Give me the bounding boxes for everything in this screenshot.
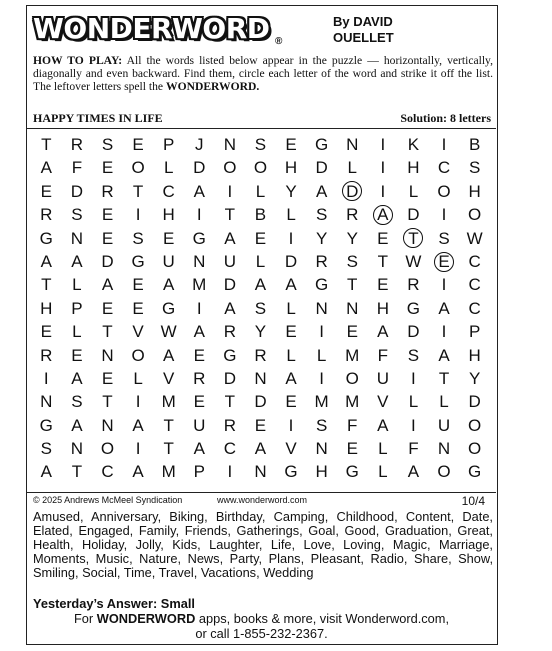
grid-letter[interactable]: L [408, 392, 419, 412]
grid-letter[interactable]: N [101, 345, 114, 365]
grid-letter[interactable]: T [41, 135, 52, 154]
grid-letter[interactable]: O [131, 345, 145, 365]
grid-letter[interactable]: V [163, 368, 175, 388]
grid-letter[interactable]: M [345, 392, 360, 412]
grid-letter[interactable]: A [224, 298, 236, 318]
grid-letter[interactable]: R [315, 251, 328, 271]
grid-letter[interactable]: M [161, 392, 176, 412]
theme-bar [33, 111, 493, 127]
grid-letter[interactable]: E [101, 158, 114, 178]
grid-letter[interactable]: I [288, 228, 294, 248]
grid-letter[interactable]: O [345, 368, 359, 388]
puzzle-header [27, 6, 497, 54]
grid-letter[interactable]: N [437, 439, 451, 459]
grid-letter[interactable]: L [286, 205, 296, 225]
grid-letter[interactable]: G [162, 298, 176, 318]
grid-letter[interactable]: T [41, 275, 52, 295]
grid-letter[interactable]: D [407, 322, 420, 342]
grid-letter[interactable]: T [163, 415, 174, 435]
grid-letter[interactable]: N [346, 135, 359, 154]
grid-letter[interactable]: E [193, 392, 205, 412]
puzzle-frame [26, 5, 498, 645]
grid-letter[interactable]: I [227, 181, 233, 201]
grid-letter[interactable]: E [101, 368, 114, 388]
grid-letter[interactable]: R [70, 135, 84, 154]
grid-letter[interactable]: E [40, 181, 52, 201]
grid-letter[interactable]: F [408, 439, 419, 459]
grid-letter[interactable]: O [437, 181, 451, 201]
grid-letter[interactable]: U [437, 415, 451, 435]
grid-letter[interactable]: G [467, 462, 482, 482]
grid-letter[interactable]: G [345, 462, 359, 482]
grid-letter[interactable]: S [315, 205, 328, 225]
grid-letter[interactable]: S [315, 415, 328, 435]
grid-letter[interactable]: L [378, 439, 388, 459]
grid-letter[interactable]: H [284, 158, 298, 178]
grid-letter[interactable]: B [254, 205, 267, 225]
grid-letter[interactable]: D [101, 251, 114, 271]
grid-letter[interactable]: E [285, 392, 297, 412]
grid-letter[interactable]: P [71, 298, 83, 318]
promo-line-1 [27, 611, 496, 626]
grid-letter[interactable]: F [71, 158, 83, 178]
grid-letter[interactable]: I [441, 322, 447, 342]
copyright-line [33, 495, 493, 509]
grid-letter[interactable]: E [132, 275, 144, 295]
how-to-play [33, 54, 493, 93]
grid-letter[interactable]: A [132, 415, 144, 435]
byline-line-1: By DAVID [333, 14, 393, 29]
grid-letter[interactable]: K [407, 135, 420, 154]
grid-letter[interactable]: G [315, 275, 329, 295]
grid-letter[interactable]: V [285, 439, 297, 459]
grid-letter[interactable]: S [468, 158, 481, 178]
grid-letter[interactable]: H [315, 462, 328, 482]
grid-letter[interactable]: E [346, 322, 358, 342]
grid-letter[interactable]: T [163, 439, 174, 459]
grid-letter[interactable]: T [377, 251, 389, 271]
grid-letter[interactable]: I [227, 462, 233, 482]
grid-letter[interactable]: G [192, 228, 206, 248]
grid-letter[interactable]: A [285, 275, 297, 295]
grid-letter[interactable]: S [71, 392, 83, 412]
how-to-play-emph: WONDERWORD. [165, 80, 260, 93]
grid-letter[interactable]: T [438, 368, 450, 388]
grid-letter[interactable]: M [192, 275, 207, 295]
grid-letter[interactable]: N [193, 251, 206, 271]
grid-letter[interactable]: L [316, 345, 327, 365]
grid-letter[interactable]: I [380, 135, 386, 154]
grid-letter[interactable]: J [195, 135, 204, 154]
grid-letter[interactable]: R [223, 322, 236, 342]
grid-letter[interactable]: W [405, 251, 422, 271]
grid-letter[interactable]: L [255, 181, 266, 201]
grid-letter[interactable]: I [319, 368, 324, 388]
grid-letter[interactable]: Y [285, 181, 297, 201]
byline-line-2: OUELLET [333, 30, 394, 45]
grid-letter[interactable]: D [407, 205, 420, 225]
grid-letter[interactable]: G [223, 345, 237, 365]
grid-letter[interactable]: U [162, 251, 175, 271]
grid-letter[interactable]: A [71, 251, 83, 271]
grid-letter[interactable]: F [347, 415, 358, 435]
grid-letter[interactable]: I [441, 205, 447, 225]
grid-letter[interactable]: Y [315, 228, 328, 248]
grid-letter[interactable]: L [133, 368, 143, 388]
grid-letter[interactable]: I [319, 322, 324, 342]
grid-letter[interactable]: E [377, 275, 389, 295]
grid-letter[interactable]: E [377, 228, 389, 248]
grid-letter[interactable]: A [40, 158, 52, 178]
grid-letter[interactable]: I [411, 415, 416, 435]
grid-letter[interactable]: D [284, 251, 298, 271]
grid-letter[interactable]: E [101, 298, 114, 318]
grid-letter[interactable]: W [466, 228, 483, 248]
grid-letter[interactable]: S [254, 298, 267, 318]
grid-letter-circled[interactable]: D [337, 180, 368, 203]
grid-letter[interactable]: N [346, 298, 359, 318]
grid-letter[interactable]: R [407, 275, 420, 295]
grid-letter[interactable]: C [101, 462, 114, 482]
grid-letter[interactable]: T [224, 205, 236, 225]
grid-letter[interactable]: O [467, 415, 482, 435]
grid-letter[interactable]: A [254, 275, 267, 295]
grid-letter[interactable]: H [468, 345, 481, 365]
grid-letter-circled[interactable]: A [368, 203, 399, 226]
grid-letter[interactable]: R [223, 415, 236, 435]
grid-letter[interactable]: A [71, 368, 83, 388]
grid-letter[interactable]: S [101, 135, 114, 154]
grid-letter[interactable]: E [101, 228, 114, 248]
grid-letter[interactable]: C [162, 181, 175, 201]
grid-letter[interactable]: V [132, 322, 144, 342]
grid-letter[interactable]: D [223, 275, 236, 295]
grid-letter[interactable]: A [438, 298, 450, 318]
grid-letter[interactable]: E [132, 135, 144, 154]
grid-letter[interactable]: I [441, 135, 447, 154]
grid-letter[interactable]: H [376, 298, 389, 318]
grid-letter[interactable]: I [441, 275, 447, 295]
grid-letter[interactable]: I [380, 158, 386, 178]
grid-letter[interactable]: S [71, 205, 83, 225]
grid-letter[interactable]: D [468, 392, 481, 412]
grid-letter[interactable]: D [193, 158, 206, 178]
grid-letter[interactable]: A [438, 345, 450, 365]
grid-letter-circled[interactable]: T [398, 227, 429, 250]
how-to-play-label: HOW TO PLAY: [33, 54, 123, 67]
solution-length: Solution: 8 letters [400, 111, 491, 125]
grid-letter[interactable]: D [70, 181, 84, 201]
grid-letter[interactable]: T [102, 392, 113, 412]
registered-mark: ® [275, 36, 283, 47]
grid-letter[interactable]: I [196, 298, 202, 318]
grid-letter[interactable]: A [163, 275, 175, 295]
grid-letter[interactable]: D [315, 158, 328, 178]
promo-post: apps, books & more, visit Wonderword.com, [198, 611, 450, 626]
grid-letter[interactable]: A [193, 181, 205, 201]
grid-letter[interactable]: T [132, 181, 144, 201]
grid-letter[interactable]: A [101, 275, 114, 295]
grid-letter[interactable]: W [160, 322, 177, 342]
grid-letter[interactable]: R [193, 368, 206, 388]
grid-letter[interactable]: C [437, 158, 451, 178]
grid-letter[interactable]: M [314, 392, 329, 412]
grid-letter[interactable]: G [406, 298, 421, 318]
grid-letter[interactable]: A [254, 439, 267, 459]
grid-letter[interactable]: A [224, 228, 236, 248]
grid-letter[interactable]: P [468, 322, 481, 342]
promo-brand: WONDERWORD [96, 611, 196, 626]
grid-letter[interactable]: C [468, 251, 481, 271]
grid-letter[interactable]: L [163, 158, 174, 178]
grid-letter[interactable]: S [254, 135, 267, 154]
grid-letter[interactable]: A [315, 181, 328, 201]
grid-letter[interactable]: T [347, 275, 358, 295]
how-to-play-text: All the words listed below appear in the puzzle — horizontally, vertically, diagonally and even backward. Find them, circle each letter of the word and strike it off the list. The leftover letters spell the [33, 54, 493, 93]
grid-letter[interactable]: O [100, 439, 115, 459]
grid-letter[interactable]: E [132, 298, 144, 318]
grid-letter-circled[interactable]: E [429, 250, 460, 273]
grid-letter[interactable]: S [346, 251, 358, 271]
grid-letter[interactable]: C [468, 298, 481, 318]
grid-letter[interactable]: E [254, 415, 267, 435]
grid-letter[interactable]: E [254, 228, 267, 248]
grid-letter[interactable]: C [223, 439, 236, 459]
wonderword-logo: WONDERWORD [33, 12, 270, 45]
grid-letter[interactable]: L [408, 181, 419, 201]
grid-letter[interactable]: I [288, 415, 294, 435]
grid-letter[interactable]: A [40, 462, 52, 482]
grid-letter[interactable]: E [285, 322, 297, 342]
grid-letter[interactable]: I [135, 392, 141, 412]
grid-letter[interactable]: L [347, 158, 357, 178]
grid-letter[interactable]: L [72, 275, 82, 295]
yesterdays-answer: Yesterday’s Answer: Small [33, 596, 195, 611]
grid-letter[interactable]: N [223, 135, 236, 154]
letter-grid-area [27, 128, 496, 493]
grid-letter[interactable]: E [163, 228, 175, 248]
grid-letter[interactable]: G [39, 415, 53, 435]
grid-letter[interactable]: U [193, 415, 206, 435]
grid-letter[interactable]: L [255, 251, 266, 271]
grid-letter[interactable]: E [346, 439, 358, 459]
grid-letter[interactable]: G [284, 462, 298, 482]
grid-letter[interactable]: E [71, 345, 83, 365]
promo-pre: For [73, 611, 94, 626]
promo-footer [27, 611, 496, 641]
grid-letter[interactable]: G [39, 228, 53, 248]
grid-letter[interactable]: I [380, 181, 386, 201]
grid-letter[interactable]: N [315, 439, 328, 459]
grid-letter[interactable]: H [407, 158, 420, 178]
grid-letter[interactable]: O [223, 158, 237, 178]
grid-letter[interactable]: A [193, 439, 205, 459]
grid-letter[interactable]: C [468, 275, 481, 295]
grid-letter[interactable]: O [131, 158, 145, 178]
promo-line-2: or call 1-855-232-2367. [195, 626, 328, 641]
grid-letter[interactable]: A [40, 251, 52, 271]
grid-letter[interactable]: E [40, 322, 52, 342]
grid-letter[interactable]: A [285, 368, 297, 388]
grid-letter[interactable]: B [468, 135, 481, 154]
author-byline [333, 14, 394, 46]
grid-letter[interactable]: N [101, 415, 114, 435]
word-list: Amused, Anniversary, Biking, Birthday, Camping, Childhood, Content, Date, Elated, Engaged, Family, Friends, Gatherings, Goal, Good, Graduation, Great, Health, Holiday, Jolly, Kids, Laughter, Life, Love, Loving, Magic, Marriage, Moments, Music, Nature, News, Party, Plans, Pleasant, Radio, Share, Show, Smiling, Social, Time, Travel, Vacations, Wedding [33, 509, 493, 580]
grid-letter[interactable]: H [468, 181, 481, 201]
grid-letter[interactable]: L [286, 298, 296, 318]
letter-grid [31, 133, 490, 484]
grid-letter[interactable]: I [135, 439, 141, 459]
grid-letter[interactable]: I [196, 205, 202, 225]
grid-letter[interactable]: M [161, 462, 176, 482]
grid-letter[interactable]: I [135, 205, 141, 225]
grid-letter[interactable]: D [223, 368, 236, 388]
grid-letter[interactable]: E [285, 135, 297, 154]
grid-letter[interactable]: L [72, 322, 82, 342]
grid-letter[interactable]: Y [346, 228, 358, 248]
grid-letter[interactable]: U [223, 251, 236, 271]
grid-letter[interactable]: D [254, 392, 267, 412]
grid-letter[interactable]: G [131, 251, 145, 271]
grid-letter[interactable]: A [193, 322, 205, 342]
grid-letter[interactable]: S [407, 345, 420, 365]
grid-letter[interactable]: T [71, 462, 83, 482]
grid-letter[interactable]: R [40, 205, 53, 225]
grid-letter[interactable]: N [40, 392, 53, 412]
grid-letter[interactable]: F [377, 345, 389, 365]
grid-letter[interactable]: A [132, 462, 144, 482]
grid-letter[interactable]: Y [254, 322, 267, 342]
grid-letter[interactable]: V [377, 392, 389, 412]
grid-letter[interactable]: N [70, 439, 84, 459]
grid-letter[interactable]: P [163, 135, 175, 154]
grid-letter[interactable]: S [438, 228, 450, 248]
grid-letter[interactable]: A [71, 415, 83, 435]
grid-letter[interactable]: L [439, 392, 449, 412]
grid-letter[interactable]: P [193, 462, 205, 482]
copyright-text: © 2025 Andrews McMeel Syndication [33, 495, 183, 505]
grid-letter[interactable]: R [40, 345, 53, 365]
grid-letter[interactable]: L [378, 462, 388, 482]
grid-letter[interactable]: N [254, 462, 267, 482]
grid-letter[interactable]: I [411, 368, 416, 388]
grid-letter[interactable]: H [162, 205, 175, 225]
grid-letter[interactable]: A [377, 415, 389, 435]
grid-letter[interactable]: N [315, 298, 328, 318]
grid-letter[interactable]: S [40, 439, 52, 459]
grid-letter[interactable]: H [40, 298, 53, 318]
grid-letter[interactable]: S [132, 228, 144, 248]
grid-letter[interactable]: N [254, 368, 267, 388]
grid-letter[interactable]: R [346, 205, 359, 225]
grid-letter[interactable]: A [377, 322, 389, 342]
grid-letter[interactable]: R [254, 345, 267, 365]
grid-letter[interactable]: E [101, 205, 114, 225]
grid-letter[interactable]: O [253, 158, 268, 178]
grid-letter[interactable]: I [43, 368, 49, 388]
grid-letter[interactable]: R [101, 181, 114, 201]
grid-letter[interactable]: O [467, 205, 482, 225]
theme-title: HAPPY TIMES IN LIFE [33, 111, 163, 125]
grid-letter[interactable]: A [407, 462, 420, 482]
grid-letter[interactable]: L [286, 345, 296, 365]
grid-letter[interactable]: N [70, 228, 84, 248]
grid-letter[interactable]: Y [468, 368, 481, 388]
grid-letter[interactable]: E [193, 345, 205, 365]
grid-letter[interactable]: O [467, 439, 482, 459]
site-url: www.wonderword.com [217, 495, 308, 505]
grid-letter[interactable]: O [437, 462, 451, 482]
grid-letter[interactable]: U [376, 368, 389, 388]
grid-letter[interactable]: A [163, 345, 175, 365]
grid-letter[interactable]: G [315, 135, 329, 154]
grid-letter[interactable]: M [345, 345, 360, 365]
puzzle-date: 10/4 [461, 494, 485, 508]
grid-letter[interactable]: T [224, 392, 236, 412]
grid-letter[interactable]: T [102, 322, 113, 342]
